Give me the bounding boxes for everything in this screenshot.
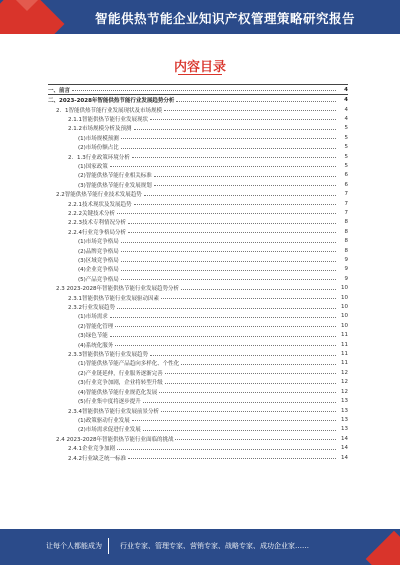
toc-dot-leader (121, 279, 336, 280)
toc-entry-title: 一、前言 (48, 87, 71, 94)
report-footer (0, 529, 400, 565)
toc-entry-title: (2)产业链延伸，行业服务逐渐完善 (78, 370, 163, 377)
toc-entry-page: 13 (341, 416, 348, 423)
toc-entry-title: (1)市场规模预测 (78, 135, 119, 142)
toc-entry-title: 二、2023-2028年智能供热节能行业发展趋势分析 (48, 98, 175, 105)
toc-dot-leader (128, 223, 336, 224)
toc-dot-leader (165, 383, 336, 384)
toc-dot-leader (121, 270, 336, 271)
toc-dot-leader (128, 232, 336, 233)
toc-entry-title: (1)政策驱动行业发展 (78, 417, 130, 424)
toc-entry-title: 2.1.1智能供热节能行业发展现状 (68, 116, 148, 123)
toc-entry-title: (3)智能供热节能行业发展规划 (78, 182, 152, 189)
toc-entry-page: 12 (341, 379, 348, 386)
toc-entry-title: 2.2.2关键技术分析 (68, 210, 115, 217)
toc-entry[interactable] (48, 406, 348, 415)
toc-title-underline (178, 74, 222, 75)
toc-entry-title: (2)智能供热节能行业相关标准 (78, 173, 152, 180)
toc-entry[interactable] (48, 293, 348, 302)
toc-title: 内容目录 (173, 60, 226, 75)
toc-entry-title: (4)系统化服务 (78, 342, 114, 349)
toc-entry-title: 2.4.2行业缺乏统一标准 (68, 455, 126, 462)
toc-dot-leader (115, 326, 336, 327)
toc-entry[interactable] (48, 415, 348, 424)
toc-entry-page: 4 (344, 115, 348, 122)
toc-dot-leader (121, 251, 336, 252)
toc-entry-page: 4 (344, 106, 348, 113)
toc-entry[interactable] (48, 218, 348, 227)
toc-dot-leader (181, 289, 336, 290)
toc-dot-leader (150, 119, 336, 120)
toc-entry[interactable] (48, 114, 348, 123)
toc-entry[interactable] (48, 368, 348, 377)
toc-entry-title: 2．1.3行业政策环境分析 (68, 154, 130, 161)
toc-dot-leader (154, 185, 336, 186)
toc-entry[interactable] (48, 255, 348, 264)
toc-entry[interactable] (48, 171, 348, 180)
toc-entry-page: 14 (341, 445, 348, 452)
toc-entry-page: 8 (344, 228, 348, 235)
toc-dot-leader (161, 298, 336, 299)
toc-entry[interactable] (48, 331, 348, 340)
toc-dot-leader (165, 373, 336, 374)
toc-entry-page: 6 (344, 181, 348, 188)
toc-entry-title: (2)市场份额占比 (78, 145, 119, 152)
toc-entry[interactable] (48, 142, 348, 151)
toc-entry-page: 5 (344, 144, 348, 151)
toc-dot-leader (164, 110, 336, 111)
toc-dot-leader (144, 195, 336, 196)
toc-entry[interactable] (48, 312, 348, 321)
toc-entry-title: (4)智能供热节能行业规范化发展 (78, 389, 158, 396)
toc-entry-page: 10 (341, 304, 348, 311)
toc-entry-page: 11 (341, 341, 348, 348)
toc-dot-leader (128, 458, 336, 459)
toc-entry[interactable] (48, 387, 348, 396)
toc-entry-title: (2)市场需求促进行业发展 (78, 427, 141, 434)
toc-entry[interactable] (48, 84, 348, 94)
toc-entry-page: 9 (344, 275, 348, 282)
toc-entry-page: 14 (341, 454, 348, 461)
toc-entry[interactable] (48, 227, 348, 236)
toc-entry-page: 4 (344, 86, 348, 93)
toc-entry-page: 9 (344, 266, 348, 273)
toc-dot-leader (117, 308, 336, 309)
toc-entry-title: 2.1.2市场规模分析及预测 (68, 126, 132, 133)
toc-entry-title: 2.3.2行业发展趋势 (68, 305, 115, 312)
toc-entry[interactable] (48, 425, 348, 434)
toc-entry-page: 10 (341, 322, 348, 329)
toc-entry-page: 12 (341, 388, 348, 395)
footer-divider (108, 538, 109, 554)
toc-entry-title: (1)市场需求 (78, 314, 108, 321)
toc-dot-leader (115, 345, 336, 346)
toc-entry-page: 8 (344, 247, 348, 254)
toc-entry[interactable] (48, 133, 348, 142)
toc-entry-page: 11 (341, 351, 348, 358)
toc-entry-page: 8 (344, 219, 348, 226)
toc-entry[interactable] (48, 274, 348, 283)
toc-entry-title: (1)市场竞争格局 (78, 239, 119, 246)
toc-entry-title: 2.4.1企业竞争加剧 (68, 446, 115, 453)
toc-dot-leader (121, 242, 336, 243)
toc-entry[interactable] (48, 434, 348, 443)
toc-entry-title: 2.3.4智能供热节能行业发展前景分析 (68, 408, 159, 415)
toc-dot-leader (121, 148, 336, 149)
toc-entry[interactable] (48, 284, 348, 293)
toc-entry-page: 10 (341, 313, 348, 320)
toc-entry-page: 4 (344, 97, 348, 104)
toc-entry-page: 5 (344, 125, 348, 132)
toc-entry-page: 5 (344, 162, 348, 169)
toc-entry-title: (1)智能供热节能产品趋向多样化、个性化 (78, 361, 180, 368)
report-header (0, 0, 400, 34)
toc-entry[interactable] (48, 208, 348, 217)
toc-entry[interactable] (48, 152, 348, 161)
toc-dot-leader (117, 449, 336, 450)
toc-dot-leader (132, 420, 336, 421)
toc-entry-page: 14 (341, 435, 348, 442)
toc-entry-title: (3)绿色节能 (78, 333, 108, 340)
toc-dot-leader (117, 213, 336, 214)
toc-dot-leader (134, 129, 337, 130)
toc-dot-leader (143, 430, 336, 431)
toc-entry-title: (2)品牌竞争格局 (78, 248, 119, 255)
toc-entry[interactable] (48, 302, 348, 311)
toc-entry-title: (3)行业竞争加剧，企业将转型升级 (78, 380, 163, 387)
toc-entry[interactable] (48, 349, 348, 358)
toc-dot-leader (150, 355, 336, 356)
toc-entry-page: 6 (344, 172, 348, 179)
footer-slogan-right: 行业专家、管理专家、营销专家、战略专家、成功企业家…… (120, 542, 309, 550)
toc-entry-page: 7 (344, 209, 348, 216)
toc-dot-leader (134, 204, 337, 205)
toc-dot-leader (110, 317, 336, 318)
toc-entry[interactable] (48, 443, 348, 452)
toc-dot-leader (154, 176, 336, 177)
toc-entry-title: (4)企业竞争格局 (78, 267, 119, 274)
toc-entry[interactable] (48, 246, 348, 255)
toc-entry-title: (1)国家政策 (78, 163, 108, 170)
toc-entry[interactable] (48, 237, 348, 246)
toc-dot-leader (143, 402, 336, 403)
footer-slogan-left: 让每个人都能成为 (46, 542, 102, 550)
toc-entry-title: 2.3.3智能供热节能行业发展趋势 (68, 352, 148, 359)
toc-dot-leader (159, 392, 336, 393)
toc-entry-title: 2.2智能供热节能行业技术发展趋势 (56, 192, 142, 199)
toc-entry-page: 11 (341, 360, 348, 367)
toc-entry-page: 5 (344, 153, 348, 160)
toc-dot-leader (110, 336, 336, 337)
toc-entry[interactable] (48, 378, 348, 387)
toc-entry-title: 2．1智能供热节能行业发展现状及市场规模 (56, 107, 162, 114)
toc-entry-title: 2.4 2023-2028年智能供热节能行业面临的挑战 (56, 436, 174, 443)
toc-entry-page: 13 (341, 398, 348, 405)
toc-entry-page: 13 (341, 426, 348, 433)
toc-entry[interactable] (48, 94, 348, 104)
toc-entry[interactable] (48, 453, 348, 462)
toc-entry-title: (2)智能化管理 (78, 323, 114, 330)
toc-dot-leader (121, 138, 336, 139)
toc-entry[interactable] (48, 105, 348, 114)
toc-dot-leader (181, 364, 336, 365)
toc-entry-title: 2.2.4行业竞争格局分析 (68, 229, 126, 236)
toc-entry[interactable] (48, 340, 348, 349)
toc-entry-page: 9 (344, 257, 348, 264)
toc-entry[interactable] (48, 265, 348, 274)
toc-entry[interactable] (48, 189, 348, 198)
report-title: 智能供热节能企业知识产权管理策略研究报告 (94, 11, 355, 26)
toc-entry[interactable] (48, 396, 348, 405)
toc-dot-leader (161, 411, 336, 412)
toc-entry-page: 12 (341, 369, 348, 376)
toc-entry-title: 2.3 2023-2028年智能供热节能行业发展趋势分析 (56, 286, 179, 293)
toc-entry-page: 7 (344, 200, 348, 207)
toc-entry[interactable] (48, 199, 348, 208)
toc-entry[interactable] (48, 124, 348, 133)
toc-entry-title: 2.3.1智能供热节能行业发展驱动因素 (68, 295, 159, 302)
toc-entry-title: 2.2.3技术专利情况分析 (68, 220, 126, 227)
toc-entry[interactable] (48, 359, 348, 368)
toc-dot-leader (175, 439, 336, 440)
toc-entry-page: 13 (341, 407, 348, 414)
toc-entry-page: 11 (341, 332, 348, 339)
toc-entry-page: 10 (341, 285, 348, 292)
toc-dot-leader (121, 261, 336, 262)
table-of-contents (48, 84, 348, 462)
toc-entry-title: (5)产品竞争格局 (78, 276, 119, 283)
toc-entry-page: 5 (344, 134, 348, 141)
toc-dot-leader (110, 166, 336, 167)
footer-red-accent (366, 531, 400, 565)
toc-dot-leader (132, 157, 336, 158)
toc-entry-title: 2.2.1技术现状及发展趋势 (68, 201, 132, 208)
toc-dot-leader (72, 90, 336, 91)
toc-entry[interactable] (48, 161, 348, 170)
toc-entry-page: 10 (341, 294, 348, 301)
toc-entry-title: (5)行业集中度将逐步提升 (78, 399, 141, 406)
toc-entry[interactable] (48, 321, 348, 330)
toc-entry-page: 7 (344, 191, 348, 198)
toc-entry-page: 8 (344, 238, 348, 245)
toc-entry-title: (3)区域竞争格局 (78, 258, 119, 265)
toc-dot-leader (176, 101, 336, 102)
toc-entry[interactable] (48, 180, 348, 189)
